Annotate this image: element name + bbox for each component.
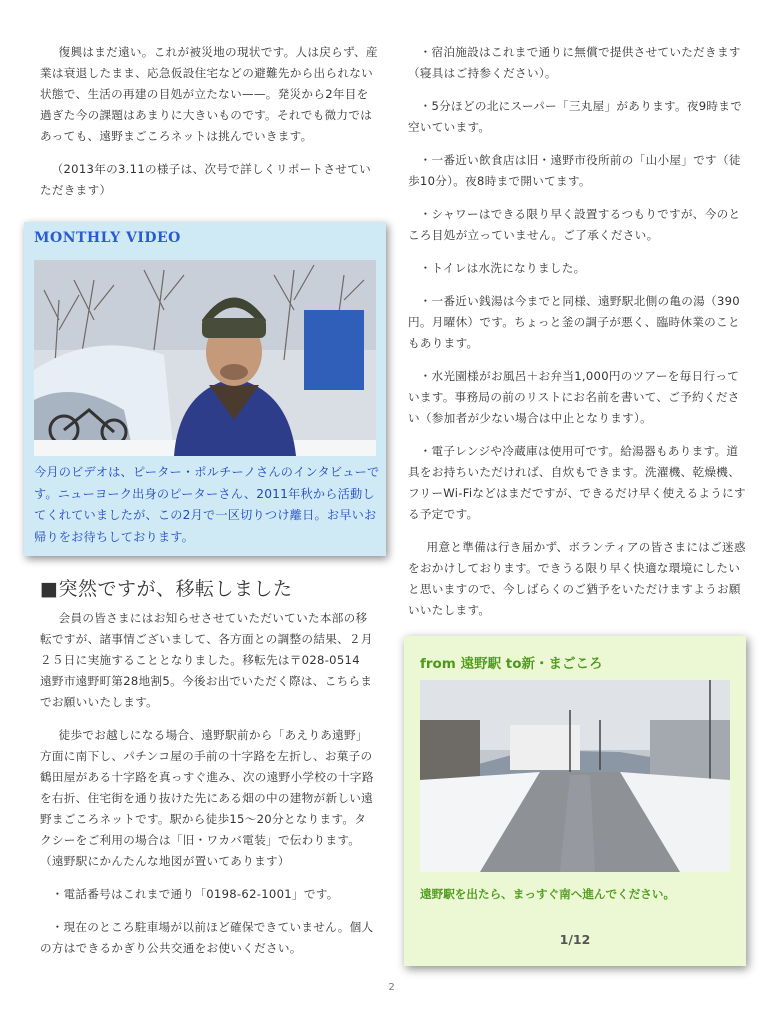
- intro-paragraph: 復興はまだ遠い。これが被災地の現状です。人は戻らず、産業は衰退したまま、応急仮設住宅などの避難先から出られない状態で、生活の再建の目処が立たない——。発災から2年目を過ぎた今の課題はあまりに大きいものです。それでも微力ではあっても、遠野まごころネットは挑んでいきます。: [40, 45, 378, 143]
- slideshow-counter: 1/12: [559, 932, 591, 947]
- page-number: 2: [388, 982, 395, 993]
- supermarket-item: ・5分ほどの北にスーパー「三丸屋」があります。夜9時まで空いています。: [408, 99, 743, 134]
- right-column: [408, 42, 748, 633]
- left-column-bottom: [40, 608, 378, 971]
- section-heading: ■突然ですが、移転しました: [40, 578, 293, 600]
- video-caption: 今月のビデオは、ピーター・ポルチーノさんのインタビューです。ニューヨーク出身のピーターさん、2011年秋から活動してくれていましたが、この2月で一区切りつけ離日。お早いお帰りをお待ちしております。: [34, 465, 380, 544]
- apology-paragraph: 用意と準備は行き届かず、ボランティアの皆さまにはご迷惑をおかけしております。できうる限り早く快適な環境にしたいと思いますので、今しばらくのご猶予をいただけますようお願いいたします。: [408, 540, 746, 617]
- appliance-item: ・電子レンジや冷蔵庫は使用可です。給湯器もあります。道具をお持ちいただければ、自炊もできます。洗濯機、乾燥機、フリーWi-Fiなどはまだですが、できるだけ早く使えるようにする予定です。: [408, 444, 746, 521]
- lodging-item: ・宿泊施設はこれまで通りに無償で提供させていただきます（寝具はご持参ください）。: [408, 45, 741, 80]
- phone-paragraph: ・電話番号はこれまで通り「0198-62-1001」です。: [51, 887, 339, 901]
- directions-paragraph: 徒歩でお越しになる場合、遠野駅前から「あえりあ遠野」方面に南下し、パチンコ屋の手前の十字路を左折し、お菓子の鶴田屋がある十字路を真っすぐ進み、次の遠野小学校の十字路を右折、住宅街を通り抜けた先にある畑の中の建物が新しい遠野まごころネットです。駅から徒歩15〜20分となります。タクシーをご利用の場合は「旧・ワカバ電装」で伝わります。（遠野駅にかんたんな地図が置いてあります）: [40, 728, 374, 868]
- shower-item: ・シャワーはできる限り早く設置するつもりですが、今のところ目処が立っていません。ご了承ください。: [408, 207, 741, 242]
- street-photo-image: [420, 680, 730, 872]
- video-thumbnail[interactable]: [34, 260, 376, 456]
- slideshow-caption: 遠野駅を出たら、まっすぐ南へ進んでください。: [420, 887, 676, 901]
- slideshow-title: from 遠野駅 to新・まごころ: [420, 656, 603, 672]
- video-thumbnail-image: [34, 260, 376, 456]
- toilet-item: ・トイレは水洗になりました。: [419, 261, 586, 275]
- monthly-video-box[interactable]: [24, 222, 386, 556]
- left-column-top: [40, 42, 378, 213]
- restaurant-item: ・一番近い飲食店は旧・遠野市役所前の「山小屋」です（徒歩10分）。夜8時まで開いてます。: [408, 153, 741, 188]
- bathhouse-item: ・一番近い銭湯は今までと同様、遠野駅北側の亀の湯（390円。月曜休）です。ちょっと釜の調子が悪く、臨時休業のこともあります。: [408, 294, 740, 350]
- parking-paragraph: ・現在のところ駐車場が以前ほど確保できていません。個人の方はできるかぎり公共交通をお使いください。: [40, 920, 374, 955]
- photo-slideshow-card[interactable]: [404, 636, 746, 966]
- tour-item: ・水光園様がお風呂＋お弁当1,000円のツアーを毎日行っています。事務局の前のリストにお名前を書いて、ご予約ください（参加者が少ない場合は中止となります）。: [408, 369, 740, 425]
- slideshow-photo[interactable]: [420, 680, 730, 872]
- report-note-paragraph: （2013年の3.11の様子は、次号で詳しくリポートさせていただきます）: [40, 162, 371, 197]
- video-title: MONTHLY VIDEO: [34, 230, 181, 246]
- move-notice-paragraph: 会員の皆さまにはお知らせさせていただいていた本部の移転ですが、諸事情ございまして、各方面との調整の結果、２月２５日に実施することとなりました。移転先は〒028-0514 遠野市遠野町第28地割5。今後お出でいただく際は、こちらまでお願いいたします。: [40, 611, 373, 709]
